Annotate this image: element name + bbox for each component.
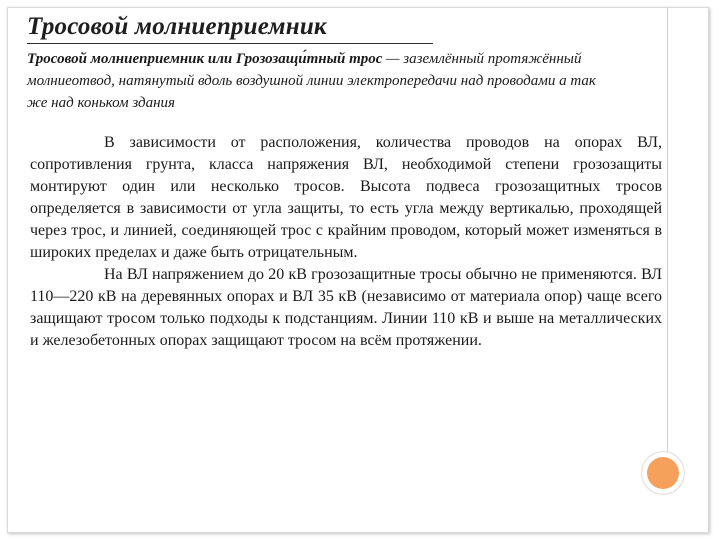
paragraph-2: На ВЛ напряжением до 20 кВ грозозащитные тросы обычно не применяются. ВЛ 110—220 кВ на деревянных опорах и ВЛ 35 кВ (независимо от материала опор) чаще всего защищают тросом только подходы к подстанциям. Линии 110 кВ и выше на металлических и железобетонных опорах защищают тросом на всём протяжении.: [30, 266, 662, 349]
intro-text: — заземлённый протяжённый молниеотвод, натянутый вдоль воздушной линии электропередачи над проводами а так же над коньком здания: [27, 51, 596, 111]
intro-definition: [27, 48, 612, 114]
paragraph-1: В зависимости от расположения, количества проводов на опорах ВЛ, сопротивления грунта, класса напряжения ВЛ, необходимой степени грозозащиты монтируют один или несколько тросов. Высота подвеса грозозащитных тросов определяется в зависимости от угла защиты, то есть угла между вертикалью, проходящей через трос, и линией, соединяющей трос с крайним проводом, который может изменяться в широких пределах и даже быть отрицательным.: [30, 134, 662, 261]
decorative-line: [667, 7, 668, 452]
intro-term: Тросовой молниеприемник или Грозозащи́тный трос: [27, 51, 383, 67]
title-underline: [27, 43, 433, 44]
slide-body: [30, 132, 662, 352]
decorative-circle: [642, 452, 684, 494]
slide-title: Тросовой молниеприемник: [27, 13, 327, 40]
